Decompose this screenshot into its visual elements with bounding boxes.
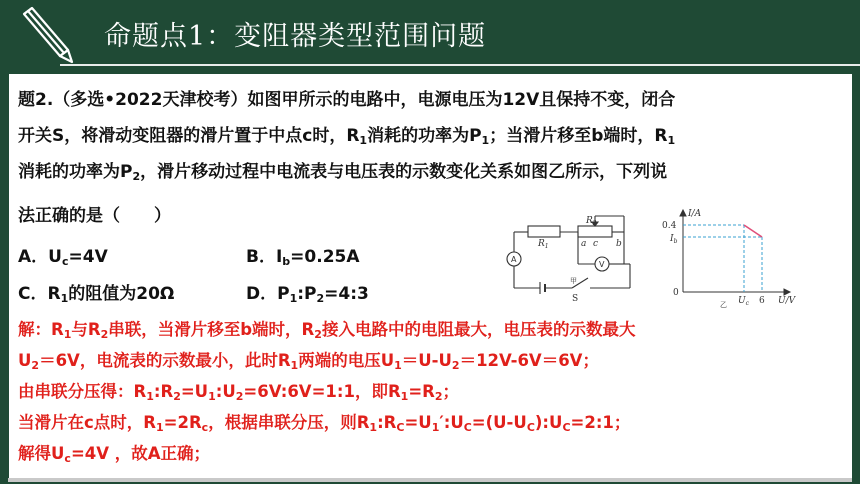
ammeter-label: A [511, 255, 517, 264]
header-bar [0, 0, 860, 70]
solution-line-3: 由串联分压得：$R_1:R_2=U_1:U_2=6V:6V=1:1$，即$R_1=R_2$； [18, 382, 460, 403]
page-title: 命题点1：变阻器类型范围问题 [104, 21, 487, 52]
r1-label: $R_1$ [538, 239, 549, 250]
iu-line [744, 225, 762, 237]
option-d: D．$P_1:P_2=4:3$ [246, 284, 369, 305]
circuit-caption: 甲 [570, 277, 577, 285]
x-axis-label: U/V [778, 296, 796, 306]
point-c-label: c [593, 239, 599, 249]
y-tick-04: 0.4 [662, 221, 677, 231]
origin-label: 0 [673, 288, 679, 298]
header-divider [60, 64, 860, 66]
question-line-3: 消耗的功率为$P_2$，滑片移动过程中电流表与电压表的示数变化关系如图乙所示，下列说 [18, 162, 668, 183]
option-a: A．$U_c=4V$ [18, 247, 108, 268]
option-c: C．$R_1$的阻值为20Ω [18, 284, 175, 305]
question-line-1: 题2.（多选•2022天津校考）如图甲所示的电路中，电源电压为12V且保持不变，闭合 [18, 90, 676, 110]
x-tick-6: 6 [759, 296, 765, 306]
resistor-r2 [578, 226, 612, 237]
circuit-diagram [492, 212, 642, 304]
point-a-label: a [581, 239, 587, 249]
voltmeter-label: V [599, 260, 605, 269]
option-b: B．$I_b=0.25A$ [246, 247, 360, 268]
x-tick-uc: $U_c$ [738, 296, 749, 307]
question-line-4: 法正确的是（ ） [18, 206, 171, 226]
question-line-2: 开关S，将滑动变阻器的滑片置于中点c时，$R_1$消耗的功率为$P_1$；当滑片移至b端时，$R_1$ [18, 126, 676, 147]
y-tick-ib: $I_b$ [670, 234, 678, 245]
graph-caption: 乙 [720, 301, 727, 308]
r2-label: $R_2$ [586, 216, 597, 227]
board-shadow [8, 478, 852, 482]
iu-graph [648, 206, 822, 308]
y-axis-label: I/A [688, 209, 702, 219]
solution-line-4: 当滑片在c点时，$R_1=2R_c$，根据串联分压，则$R_1:R_C=U_1':U_C=(U-U_C):U_C=2:1$； [18, 413, 631, 434]
pencil-icon [14, 6, 74, 64]
resistor-r1 [528, 226, 560, 237]
point-b-label: b [616, 239, 622, 249]
solution-line-5: 解得$U_c=4V$ ，故A正确； [18, 444, 211, 465]
solution-line-2: $U_2=6V$，电流表的示数最小，此时$R_1$两端的电压$U_1=U-U_2=12V-6V=6V$； [18, 351, 599, 372]
switch-label: S [572, 294, 579, 304]
solution-line-1: 解：$R_1$与$R_2$串联，当滑片移至b端时，$R_2$接入电路中的电阻最大，电压表的示数最大 [18, 320, 636, 341]
